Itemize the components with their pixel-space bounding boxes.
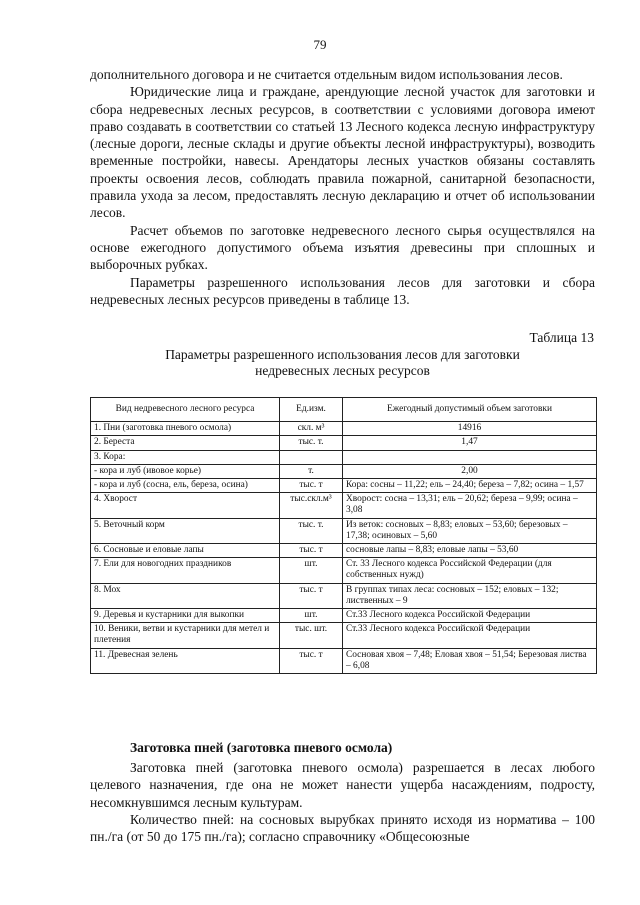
table-cell-value: 2,00 <box>343 464 597 478</box>
table-cell-unit: тыс. т <box>280 648 343 673</box>
table-header-row <box>91 398 597 422</box>
paragraph: Параметры разрешенного использования лесов для заготовки и сбора недревесных лесных ресурсов приведены в таблице 13. <box>90 274 595 307</box>
table-cell-name: 5. Веточный корм <box>91 518 280 543</box>
table-cell-value: Из веток: сосновых – 8,83; еловых – 53,60; березовых – 17,38; осиновых – 5,60 <box>343 518 597 543</box>
table-cell-value: Ст.33 Лесного кодекса Российской Федерации <box>343 609 597 623</box>
table-cell-unit: тыс. т. <box>280 518 343 543</box>
table-cell-name: 10. Веники, ветви и кустарники для метел и плетения <box>91 623 280 648</box>
table-cell-name: 7. Ели для новогодних праздников <box>91 558 280 583</box>
table-cell-unit: тыс. т <box>280 544 343 558</box>
table-row <box>91 518 597 543</box>
table-row <box>91 558 597 583</box>
table-cell-unit: тыс. шт. <box>280 623 343 648</box>
table-cell-value: 14916 <box>343 422 597 436</box>
table-cell-unit: тыс. т <box>280 479 343 493</box>
table-cell-name: - кора и луб (сосна, ель, береза, осина) <box>91 479 280 493</box>
table-cell-unit: шт. <box>280 609 343 623</box>
table-cell-unit: т. <box>280 464 343 478</box>
table-cell-value: Кора: сосны – 11,22; ель – 24,40; береза – 7,82; осина – 1,57 <box>343 479 597 493</box>
table-cell-value: Ст.33 Лесного кодекса Российской Федерации <box>343 623 597 648</box>
table-row <box>91 544 597 558</box>
table-row <box>91 479 597 493</box>
section-heading: Заготовка пней (заготовка пневого осмола) <box>130 740 393 755</box>
resources-table <box>90 397 597 674</box>
table-cell-unit <box>280 450 343 464</box>
table-cell-name: 1. Пни (заготовка пневого осмола) <box>91 422 280 436</box>
table-label: Таблица 13 <box>529 330 594 345</box>
table-cell-name: 11. Древесная зелень <box>91 648 280 673</box>
table-cell-unit: шт. <box>280 558 343 583</box>
table-row <box>91 623 597 648</box>
table-row <box>91 648 597 673</box>
intro-text-block <box>90 66 595 308</box>
table-cell-name: - кора и луб (ивовое корье) <box>91 464 280 478</box>
table-cell-unit: тыс.скл.м³ <box>280 493 343 518</box>
table-cell-name: 8. Мох <box>91 583 280 608</box>
column-header: Вид недревесного лесного ресурса <box>91 398 280 422</box>
table-cell-unit: тыс. т <box>280 583 343 608</box>
table-cell-value: 1,47 <box>343 436 597 450</box>
table-title-line: Параметры разрешенного использования лесов для заготовки <box>165 347 520 362</box>
paragraph: Количество пней: на сосновых вырубках принято исходя из норматива – 100 пн./га (от 50 до 175 пн./га); согласно справочнику «Общесоюзные <box>90 811 595 845</box>
table-cell-unit: скл. м³ <box>280 422 343 436</box>
table-row <box>91 583 597 608</box>
table-row <box>91 493 597 518</box>
table-cell-name: 9. Деревья и кустарники для выкопки <box>91 609 280 623</box>
table-cell-value: сосновые лапы – 8,83; еловые лапы – 53,60 <box>343 544 597 558</box>
table-row <box>91 450 597 464</box>
table-row <box>91 422 597 436</box>
table-cell-unit: тыс. т. <box>280 436 343 450</box>
table-body <box>91 422 597 674</box>
table-cell-value: Сосновая хвоя – 7,48; Еловая хвоя – 51,54; Березовая листва – 6,08 <box>343 648 597 673</box>
table-cell-value: Ст. 33 Лесного кодекса Российской Федерации (для собственных нужд) <box>343 558 597 583</box>
paragraph: Расчет объемов по заготовке недревесного лесного сырья осуществлялся на основе ежегодного допустимого объема изъятия древесины при сплошных и выборочных рубках. <box>90 222 595 273</box>
paragraph: Юридические лица и граждане, арендующие лесной участок для заготовки и сбора недревесных лесных ресурсов, в соответствии с условиями договора имеют право создавать в соответствии со статьей 13 Лесного кодекса лесную инфраструктуру (лесные дороги, лесные склады и другие объекты лесной инфраструктуры), возводить временные постройки, навесы. Арендаторы лесных участков обязаны составлять проекты освоения лесов, соблюдать правила пожарной, санитарной безопасности, правила ухода за лесом, предоставлять лесную декларацию и отчет об использовании лесов. <box>90 84 595 221</box>
column-header: Ед.изм. <box>280 398 343 422</box>
paragraph: дополнительного договора и не считается отдельным видом использования лесов. <box>90 67 563 82</box>
paragraph: Заготовка пней (заготовка пневого осмола) разрешается в лесах любого целевого назначения, где она не может нанести ущерба насаждениям, подросту, несомкнувшимся лесным культурам. <box>90 760 595 810</box>
table-row <box>91 609 597 623</box>
table-cell-value <box>343 450 597 464</box>
table-title <box>90 347 595 379</box>
table-row <box>91 436 597 450</box>
column-header: Ежегодный допустимый объем заготовки <box>343 398 597 422</box>
section-text-block <box>90 759 595 845</box>
table-row <box>91 464 597 478</box>
table-cell-name: 2. Береста <box>91 436 280 450</box>
table-cell-value: Хворост: сосна – 13,31; ель – 20,62; береза – 9,99; осина – 3,08 <box>343 493 597 518</box>
table-cell-value: В группах типах леса: сосновых – 152; еловых – 132; лиственных – 9 <box>343 583 597 608</box>
table-cell-name: 6. Сосновые и еловые лапы <box>91 544 280 558</box>
page-number: 79 <box>313 37 327 52</box>
table-cell-name: 3. Кора: <box>91 450 280 464</box>
table-title-line: недревесных лесных ресурсов <box>255 363 430 378</box>
table-cell-name: 4. Хворост <box>91 493 280 518</box>
